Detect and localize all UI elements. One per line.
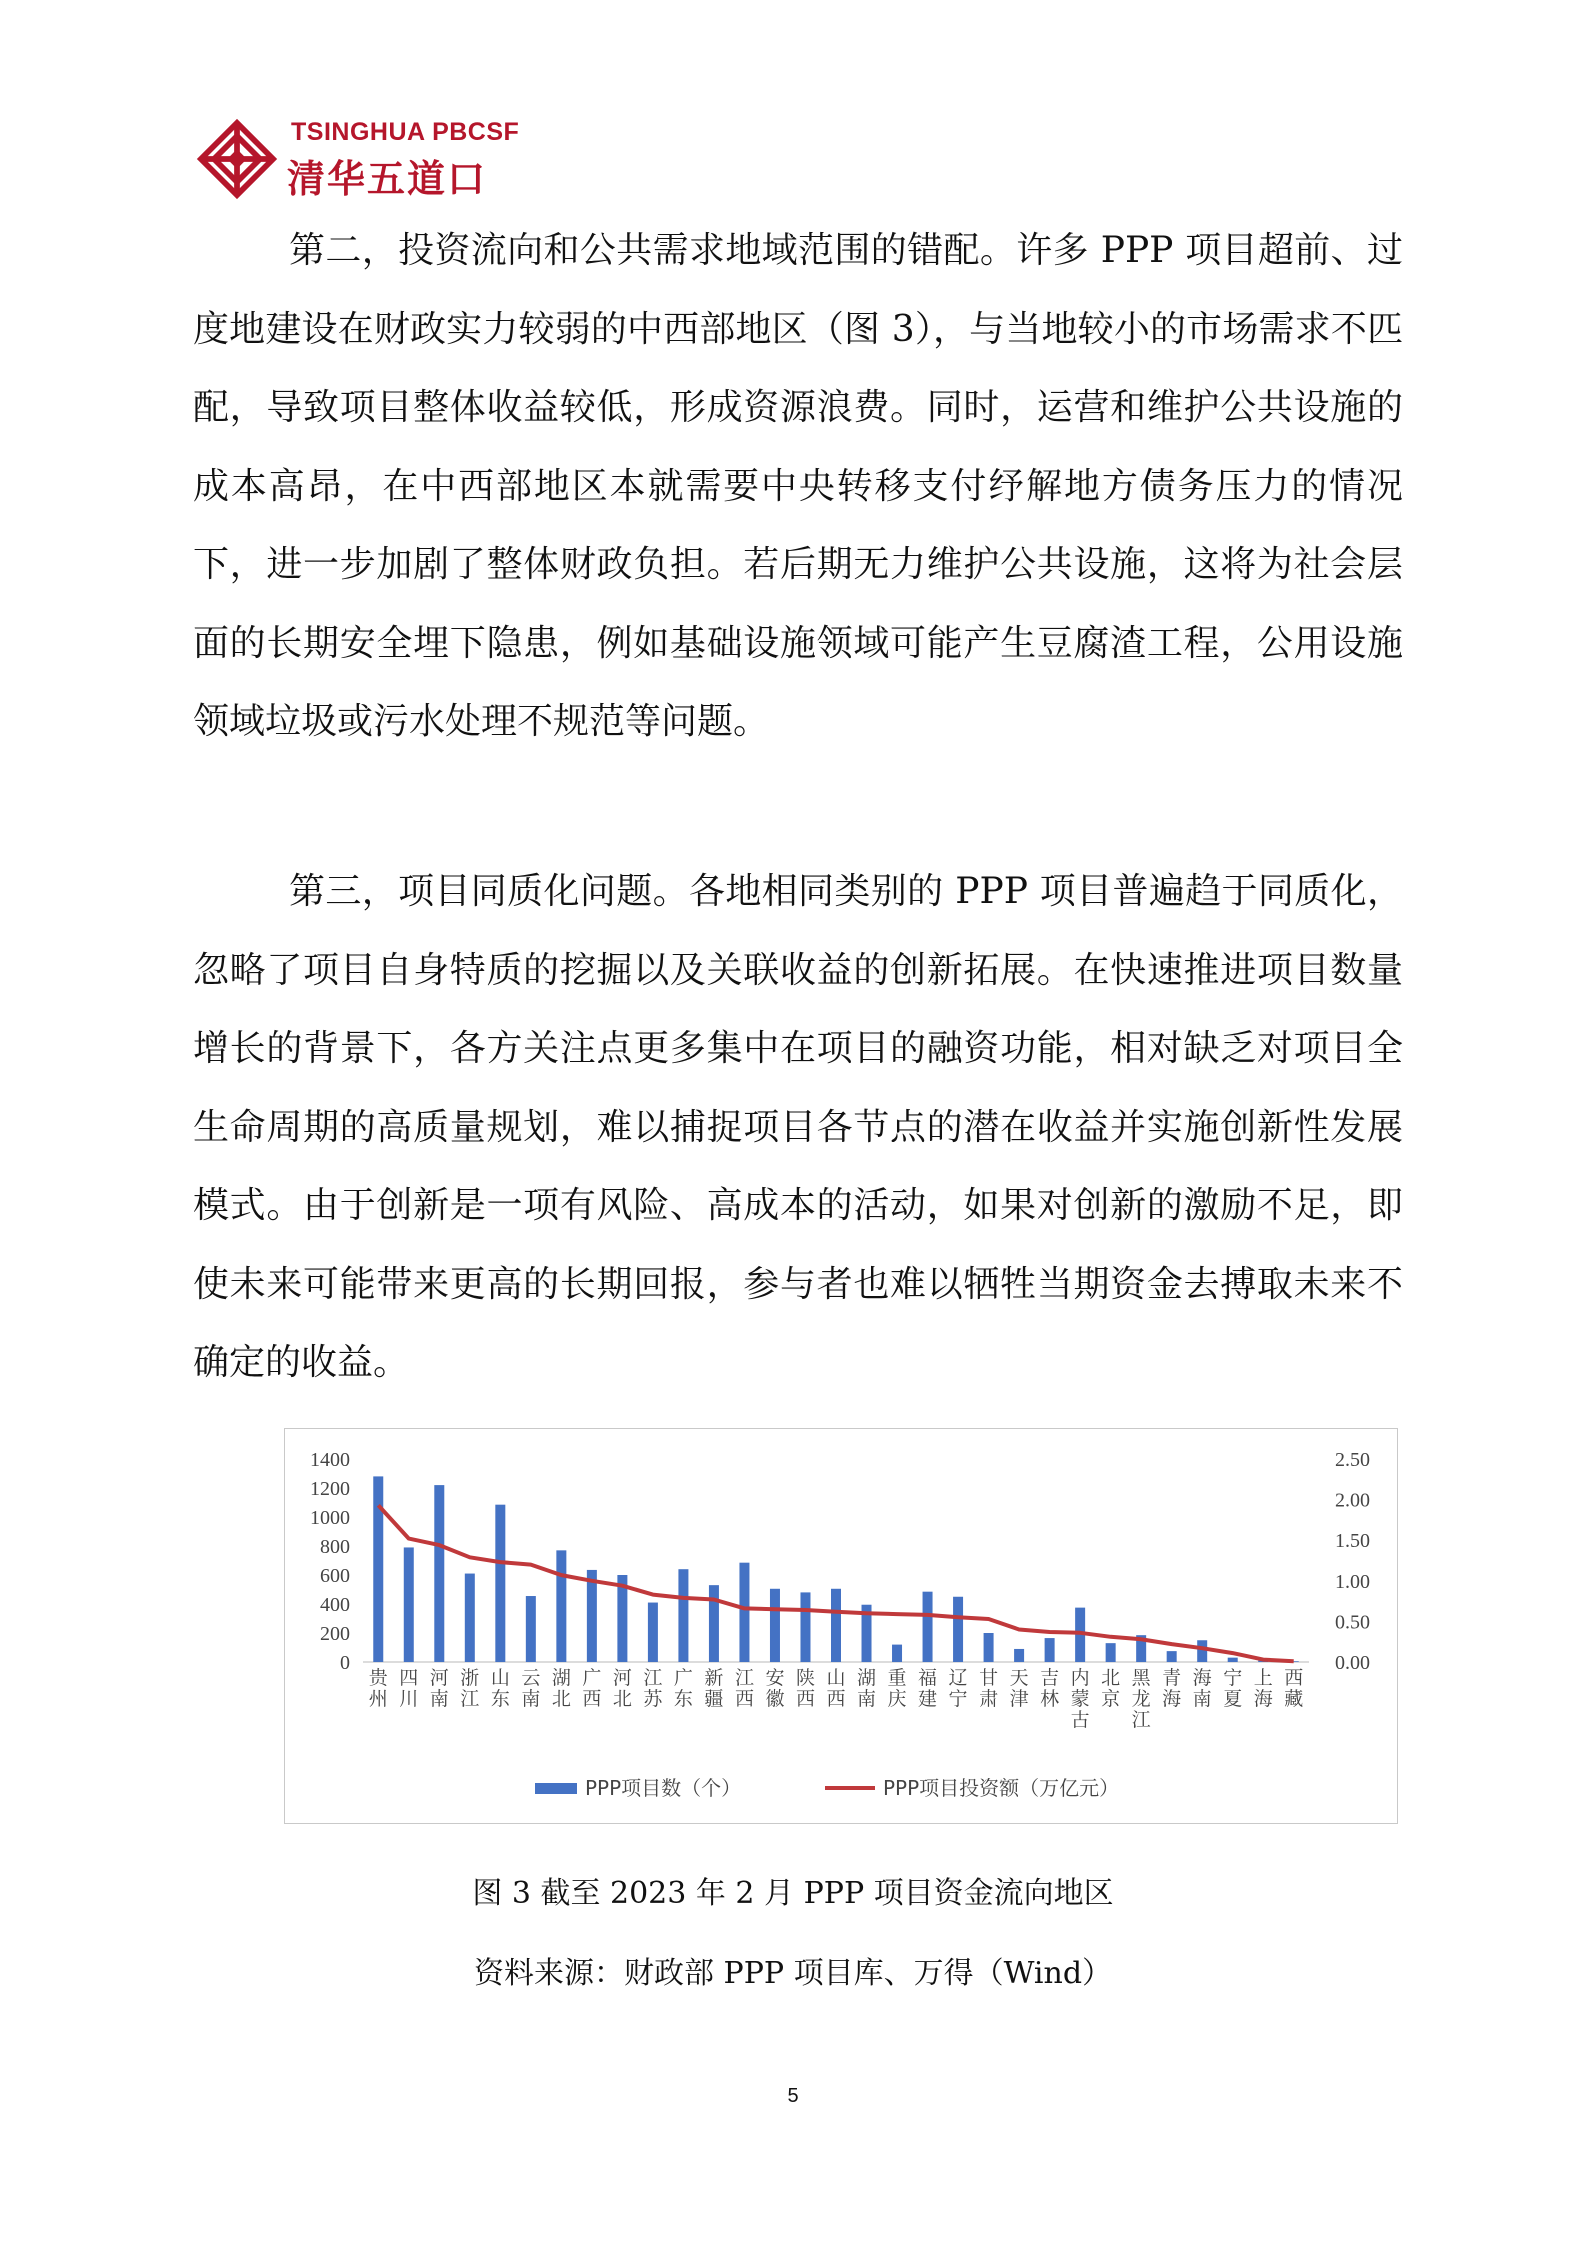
y-right-tick-label: 2.50 [1335, 1449, 1370, 1471]
x-category-label: 湖北 [551, 1667, 571, 1710]
chart-svg [285, 1429, 1396, 1822]
x-category-label: 山西 [826, 1667, 846, 1710]
pbcsf-emblem-icon [196, 118, 278, 200]
bar-ppp-count [800, 1592, 810, 1662]
y-right-tick-label: 2.00 [1335, 1489, 1370, 1512]
figure-3-chart [284, 1428, 1398, 1824]
y-right-tick-label: 1.00 [1335, 1570, 1370, 1593]
x-category-label: 重庆 [887, 1667, 907, 1710]
bar-ppp-count [556, 1550, 566, 1662]
x-category-label: 山东 [490, 1667, 510, 1710]
x-category-label: 天津 [1009, 1667, 1029, 1710]
bar-ppp-count [373, 1476, 383, 1662]
x-category-label: 湖南 [857, 1667, 877, 1710]
x-category-label: 新疆 [704, 1667, 724, 1710]
bar-ppp-count [648, 1603, 658, 1662]
figure-caption: 图 3 截至 2023 年 2 月 PPP 项目资金流向地区 [472, 1876, 1114, 1911]
legend-label-bars: PPP项目数（个） [585, 1776, 742, 1800]
x-category-label: 陕西 [795, 1667, 815, 1710]
x-category-label: 广西 [582, 1667, 602, 1710]
bar-ppp-count [770, 1589, 780, 1662]
x-category-label: 海南 [1192, 1667, 1212, 1710]
y-left-tick-label: 1000 [310, 1507, 350, 1529]
bar-ppp-count [1167, 1651, 1177, 1662]
bar-ppp-count [1197, 1640, 1207, 1662]
bar-ppp-count [984, 1633, 994, 1662]
x-category-label: 宁夏 [1223, 1667, 1243, 1710]
y-left-tick-label: 1200 [310, 1478, 350, 1500]
bar-ppp-count [709, 1585, 719, 1662]
x-category-label: 广东 [673, 1667, 693, 1710]
bar-ppp-count [495, 1505, 505, 1662]
bar-ppp-count [526, 1596, 536, 1662]
x-category-label: 青海 [1162, 1667, 1182, 1710]
x-category-label: 河北 [612, 1667, 632, 1710]
x-category-label: 黑龙江 [1131, 1667, 1151, 1731]
x-category-label: 贵州 [368, 1667, 388, 1710]
legend-label-line: PPP项目投资额（万亿元） [883, 1776, 1120, 1800]
y-right-tick-label: 1.50 [1335, 1530, 1370, 1553]
x-category-label: 北京 [1101, 1667, 1121, 1710]
x-category-label: 上海 [1253, 1667, 1273, 1710]
body-paragraph-2: 第三，项目同质化问题。各地相同类别的 PPP 项目普遍趋于同质化，忽略了项目自身特质的挖掘以及关联收益的创新拓展。在快速推进项目数量增长的背景下，各方关注点更多集中在项目的融资功能，相对缺乏对项目全生命周期的高质量规划，难以捕捉项目各节点的潜在收益并实施创新性发展模式。由于创新是一项有风险、高成本的活动，如果对创新的激励不足，即使未来可能带来更高的长期回报，参与者也难以牺牲当期资金去搏取未来不确定的收益。 [193, 871, 1403, 1383]
y-left-tick-label: 200 [320, 1623, 350, 1645]
bar-ppp-count [678, 1569, 688, 1662]
bar-ppp-count [465, 1574, 475, 1662]
figure-source: 资料来源：财政部 PPP 项目库、万得（Wind） [473, 1956, 1113, 1991]
x-category-label: 浙江 [460, 1667, 480, 1710]
bar-ppp-count [1045, 1638, 1055, 1662]
x-category-label: 甘肃 [979, 1667, 999, 1710]
bar-ppp-count [831, 1589, 841, 1662]
bar-ppp-count [739, 1563, 749, 1662]
x-category-label: 江西 [734, 1667, 754, 1710]
bar-ppp-count [587, 1570, 597, 1662]
x-category-label: 西藏 [1284, 1667, 1304, 1710]
body-paragraph-1: 第二，投资流向和公共需求地域范围的错配。许多 PPP 项目超前、过度地建设在财政实力较弱的中西部地区（图 3），与当地较小的市场需求不匹配，导致项目整体收益较低，形成资源浪费。同时，运营和维护公共设施的成本高昂，在中西部地区本就需要中央转移支付纾解地方债务压力的情况下，进一步加剧了整体财政负担。若后期无力维护公共设施，这将为社会层面的长期安全埋下隐患，例如基础设施领域可能产生豆腐渣工程，公用设施领域垃圾或污水处理不规范等问题。 [193, 230, 1403, 742]
bar-ppp-count [1106, 1643, 1116, 1662]
x-category-label: 辽宁 [948, 1667, 968, 1710]
x-category-label: 福建 [918, 1667, 938, 1710]
bar-ppp-count [434, 1485, 444, 1662]
bar-ppp-count [404, 1547, 414, 1662]
x-category-label: 云南 [521, 1667, 541, 1710]
x-category-label: 吉林 [1040, 1667, 1060, 1710]
logo-text-en: TSINGHUA PBCSF [291, 118, 520, 146]
bar-ppp-count [892, 1645, 902, 1662]
bar-ppp-count [923, 1592, 933, 1662]
y-left-tick-label: 400 [320, 1594, 350, 1616]
legend-swatch-bars [535, 1783, 577, 1794]
x-category-label: 河南 [429, 1667, 449, 1710]
bar-ppp-count [953, 1597, 963, 1662]
bar-ppp-count [1014, 1649, 1024, 1662]
y-left-tick-label: 1400 [310, 1449, 350, 1471]
header-logo [196, 114, 526, 204]
y-left-tick-label: 800 [320, 1536, 350, 1558]
x-category-label: 江苏 [643, 1667, 663, 1710]
x-category-label: 安徽 [765, 1667, 785, 1710]
page-number: 5 [787, 2085, 799, 2107]
bar-ppp-count [1228, 1658, 1238, 1662]
x-category-label: 四川 [399, 1667, 419, 1710]
logo-text-cn: 清华五道口 [287, 157, 488, 201]
y-left-tick-label: 600 [320, 1565, 350, 1587]
x-category-label: 内蒙古 [1070, 1667, 1090, 1731]
y-right-tick-label: 0.50 [1335, 1611, 1370, 1634]
y-right-tick-label: 0.00 [1335, 1652, 1370, 1674]
y-left-tick-label: 0 [340, 1652, 350, 1674]
